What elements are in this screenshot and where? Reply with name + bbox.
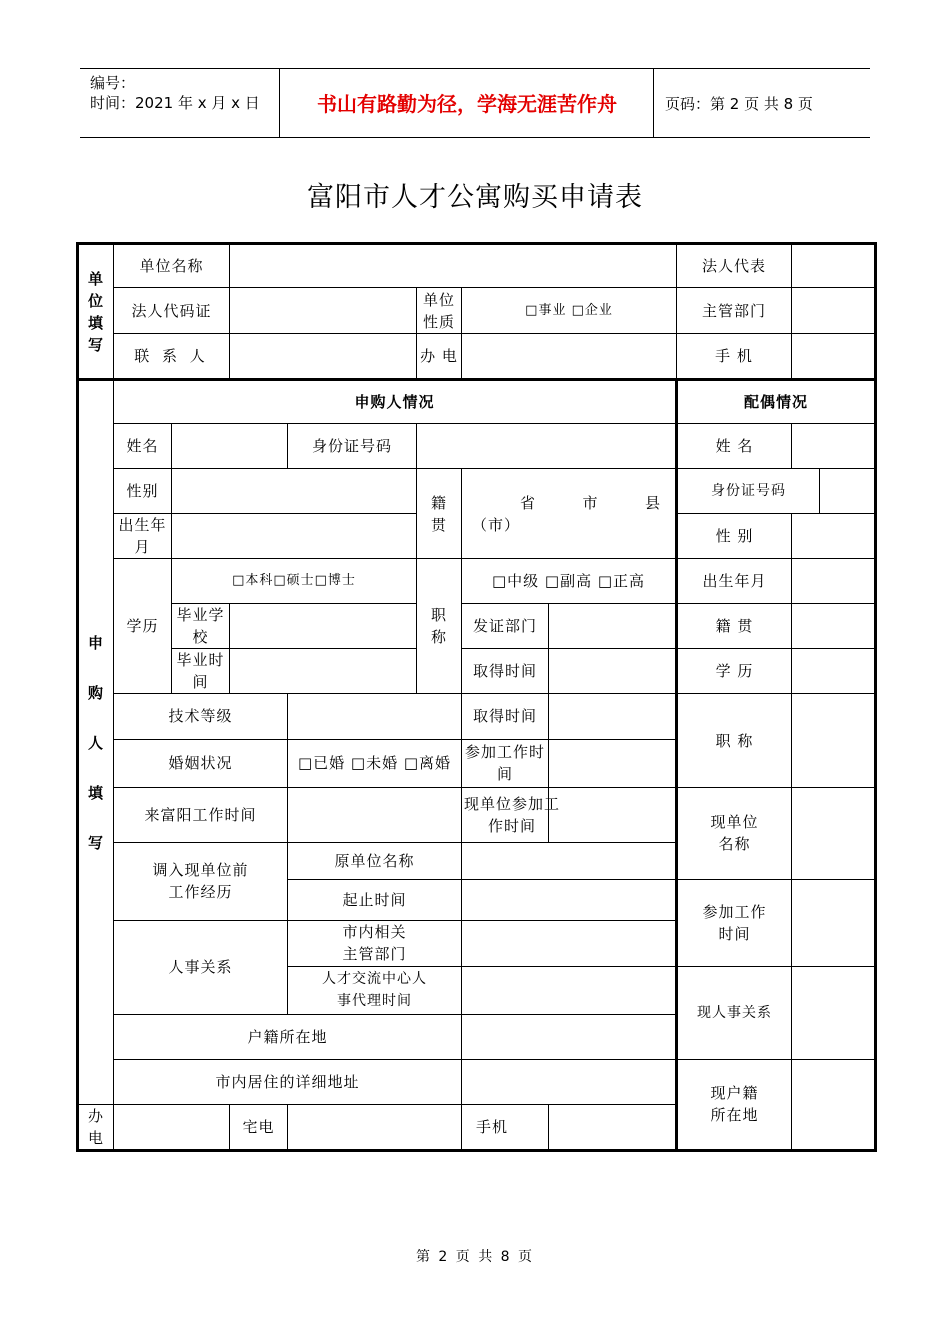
application-form [76, 242, 877, 1152]
spouse-id-label: 身份证号码 [677, 469, 820, 514]
spouse-name-field[interactable] [792, 424, 876, 469]
time-label: 时间：2021 年 x 月 x 日 [90, 94, 260, 112]
applicant-office-phone-field[interactable] [114, 1104, 230, 1150]
issuer-label: 发证部门 [462, 604, 549, 649]
id-label: 身份证号码 [288, 424, 417, 469]
gender-label: 性别 [114, 469, 172, 514]
talent-center-field[interactable] [462, 966, 677, 1014]
spouse-heading: 配偶情况 [677, 380, 876, 424]
hukou-label: 户籍所在地 [114, 1014, 462, 1059]
name-field[interactable] [172, 424, 288, 469]
obtain-time-field[interactable] [549, 649, 677, 694]
native-place-field[interactable] [462, 469, 677, 559]
unit-name-label: 单位名称 [114, 244, 230, 288]
period-label: 起止时间 [288, 879, 462, 920]
tech-level-label: 技术等级 [114, 694, 288, 739]
hr-relation-label: 人事关系 [114, 920, 288, 1014]
page-title: 富阳市人才公寓购买申请表 [307, 182, 643, 213]
spouse-gender-field[interactable] [792, 514, 876, 559]
city-label: 市 [582, 493, 599, 512]
city-dept-field[interactable] [462, 920, 677, 966]
supervisor-label: 主管部门 [677, 288, 792, 334]
unit-name-field[interactable] [230, 244, 677, 288]
prior-unit-field[interactable] [462, 842, 677, 879]
prior-experience-label: 调入现单位前工作经历 [114, 842, 288, 920]
obtain-time-label: 取得时间 [462, 649, 549, 694]
home-phone-field[interactable] [288, 1104, 462, 1150]
spouse-hr-relation-label: 现人事关系 [677, 966, 792, 1059]
office-phone-label: 办 电 [417, 334, 462, 380]
period-field[interactable] [462, 879, 677, 920]
applicant-heading: 申购人情况 [114, 380, 677, 424]
native-place-label: 籍贯 [417, 469, 462, 559]
applicant-mobile-label: 手机 [462, 1104, 549, 1150]
work-start-field[interactable] [549, 739, 677, 787]
marital-options[interactable]: □已婚 □未婚 □离婚 [288, 739, 462, 787]
current-unit-time-field[interactable] [549, 787, 677, 842]
legal-rep-label: 法人代表 [677, 244, 792, 288]
number-label: 编号： [90, 74, 136, 92]
spouse-work-start-field[interactable] [792, 879, 876, 966]
work-start-label: 参加工作时 间 [462, 739, 549, 787]
spouse-title-label: 职 称 [677, 694, 792, 787]
issuer-field[interactable] [549, 604, 677, 649]
address-label: 市内居住的详细地址 [114, 1059, 462, 1104]
birth-field[interactable] [172, 514, 417, 559]
spouse-title-field[interactable] [792, 694, 876, 787]
page-footer: 第 2 页 共 8 页 [415, 1249, 535, 1265]
legal-code-field[interactable] [230, 288, 417, 334]
page-header [80, 68, 870, 138]
tech-level-field[interactable] [288, 694, 462, 739]
school-label: 毕业学校 [172, 604, 230, 649]
applicant-section-label: 申购人填写 [78, 380, 114, 1105]
spouse-current-unit-field[interactable] [792, 787, 876, 879]
contact-label: 联 系 人 [114, 334, 230, 380]
mobile-label: 手 机 [677, 334, 792, 380]
grad-time-label: 毕业时间 [172, 649, 230, 694]
spouse-hukou-field[interactable] [792, 1059, 876, 1150]
spouse-birth-field[interactable] [792, 559, 876, 604]
spouse-education-label: 学 历 [677, 649, 792, 694]
unit-nature-options[interactable]: □事业 □企业 [462, 288, 677, 334]
spouse-gender-label: 性 别 [677, 514, 792, 559]
legal-rep-field[interactable] [792, 244, 876, 288]
spouse-name-label: 姓 名 [677, 424, 792, 469]
contact-field[interactable] [230, 334, 417, 380]
office-phone-field[interactable] [462, 334, 677, 380]
spouse-education-field[interactable] [792, 649, 876, 694]
education-label: 学历 [114, 559, 172, 694]
title-options[interactable]: □中级 □副高 □正高 [462, 559, 677, 604]
title-label: 职称 [417, 559, 462, 694]
address-field[interactable] [462, 1059, 677, 1104]
spouse-native-place-field[interactable] [792, 604, 876, 649]
id-field[interactable] [417, 424, 677, 469]
arrival-time-label: 来富阳工作时间 [114, 787, 288, 842]
spouse-hukou-label: 现户籍所在地 [677, 1059, 792, 1150]
obtain-time2-label: 取得时间 [462, 694, 549, 739]
motto: 书山有路勤为径，学海无涯苦作舟 [281, 69, 654, 137]
county-label: 县 [644, 493, 661, 512]
county-city-label: （市） [472, 515, 521, 534]
spouse-current-unit-label: 现单位名称 [677, 787, 792, 879]
province-label: 省 [520, 493, 537, 512]
spouse-work-start-label: 参加工作时间 [677, 879, 792, 966]
unit-nature-label: 单位性质 [417, 288, 462, 334]
birth-label: 出生年月 [114, 514, 172, 559]
school-field[interactable] [230, 604, 417, 649]
name-label: 姓名 [114, 424, 172, 469]
city-dept-label: 市内相关主管部门 [288, 920, 462, 966]
header-meta [80, 69, 280, 137]
spouse-birth-label: 出生年月 [677, 559, 792, 604]
spouse-hr-relation-field[interactable] [792, 966, 876, 1059]
grad-time-field[interactable] [230, 649, 417, 694]
spouse-id-field[interactable] [820, 469, 876, 514]
home-phone-label: 宅电 [230, 1104, 288, 1150]
spouse-native-place-label: 籍 贯 [677, 604, 792, 649]
education-options[interactable]: □本科□硕士□博士 [172, 559, 417, 604]
talent-center-label: 人才交流中心人事代理时间 [288, 966, 462, 1014]
applicant-office-phone-label: 办电 [78, 1104, 114, 1150]
marital-label: 婚姻状况 [114, 739, 288, 787]
current-unit-time-label: 现单位参加工作时间 [462, 787, 549, 842]
arrival-time-field[interactable] [288, 787, 462, 842]
page-info: 页码：第 2 页 共 8 页 [665, 95, 813, 113]
prior-unit-label: 原单位名称 [288, 842, 462, 879]
obtain-time2-field[interactable] [549, 694, 677, 739]
hukou-field[interactable] [462, 1014, 677, 1059]
unit-section-label: 单位填写 [78, 244, 114, 380]
gender-field[interactable] [172, 469, 417, 514]
mobile-field[interactable] [792, 334, 876, 380]
supervisor-field[interactable] [792, 288, 876, 334]
legal-code-label: 法人代码证 [114, 288, 230, 334]
